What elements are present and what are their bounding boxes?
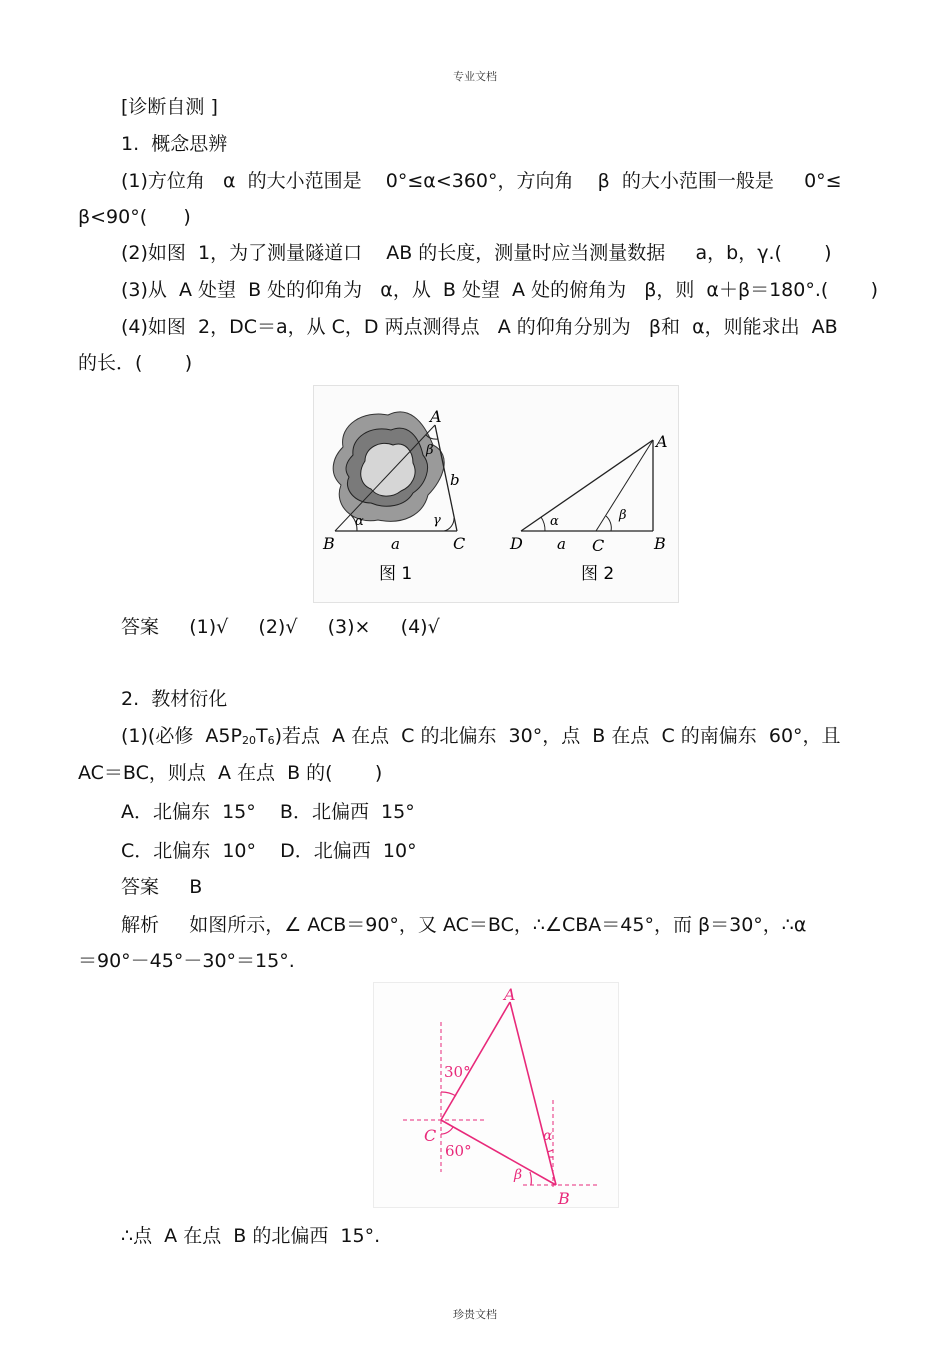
fig2-label-C: C	[592, 536, 605, 555]
page-header: 专业文档	[453, 70, 497, 83]
fig1-label-a: a	[391, 535, 400, 553]
fig1-label-A: A	[430, 407, 442, 426]
fig1-label-C: C	[453, 534, 466, 553]
part2-title: 2. 教材衍化	[121, 688, 228, 710]
explanation-line2: ＝90°－45°－30°＝15°.	[78, 950, 295, 972]
compass-label-B: B	[558, 1189, 570, 1208]
compass-label-C: C	[424, 1126, 437, 1145]
figures-1-and-2	[313, 385, 679, 603]
fig1-label-b: b	[450, 471, 460, 489]
fig1-label-gamma: γ	[433, 513, 441, 528]
compass-label-A: A	[504, 985, 516, 1004]
compass-label-beta: β	[514, 1167, 523, 1183]
compass-figure	[373, 982, 619, 1208]
fig2-label-D: D	[510, 534, 523, 553]
fig2-label-alpha: α	[550, 514, 559, 529]
question-4-line1: (4)如图 2，DC＝a，从 C，D 两点测得点 A 的仰角分别为 β和 α，则能求出 AB	[121, 316, 838, 338]
question-1-line2: β<90°( )	[78, 206, 191, 228]
fig1-label-beta: β	[426, 443, 434, 458]
question-1-line1: (1)方位角 α 的大小范围是 0°≤α<360°，方向角 β 的大小范围一般是 0°≤	[121, 170, 842, 192]
compass-label-30: 30°	[444, 1063, 471, 1081]
part1-title: 1. 概念思辨	[121, 133, 228, 155]
compass-label-alpha: α	[543, 1128, 553, 1144]
fig2-label-beta: β	[619, 508, 627, 523]
conclusion: ∴点 A 在点 B 的北偏西 15°.	[121, 1225, 381, 1247]
part1-answer: 答案 (1)√ (2)√ (3)× (4)√	[121, 616, 440, 638]
part2-question-line1: (1)(必修 $A5P_{20}T_6$)若点 A 在点 C 的北偏东 30°，点 B 在点 C 的南偏东 60°，且	[121, 725, 841, 747]
question-2: (2)如图 1，为了测量隧道口 AB 的长度，测量时应当测量数据 a，b，γ.( )	[121, 242, 832, 264]
options-line1: A．北偏东 15° B．北偏西 15°	[121, 801, 415, 823]
fig2-label-B: B	[654, 534, 666, 553]
fig2-label-A: A	[656, 432, 668, 451]
explanation-line1: 解析 如图所示，∠ ACB＝90°，又 AC＝BC，∴∠CBA＝45°，而 β＝30°，∴α	[121, 914, 807, 936]
fig2-caption: 图 2	[581, 564, 615, 584]
fig1-label-alpha: α	[355, 514, 364, 529]
part2-question-line2: AC＝BC，则点 A 在点 B 的( )	[78, 762, 383, 784]
question-4-line2: 的长．( )	[78, 352, 193, 374]
options-line2: C．北偏东 10° D．北偏西 10°	[121, 840, 417, 862]
fig1-caption: 图 1	[379, 564, 413, 584]
page-footer: 珍贵文档	[453, 1308, 497, 1321]
fig2-label-a: a	[557, 535, 566, 553]
part2-answer: 答案 B	[121, 876, 203, 898]
section-title: [诊断自测 ]	[121, 96, 218, 118]
tunnel-inner-blob	[361, 443, 415, 496]
question-3: (3)从 A 处望 B 处的仰角为 α，从 B 处望 A 处的俯角为 β，则 α＋β＝180°.( )	[121, 279, 878, 301]
compass-label-60: 60°	[445, 1142, 472, 1160]
fig1-label-B: B	[323, 534, 335, 553]
